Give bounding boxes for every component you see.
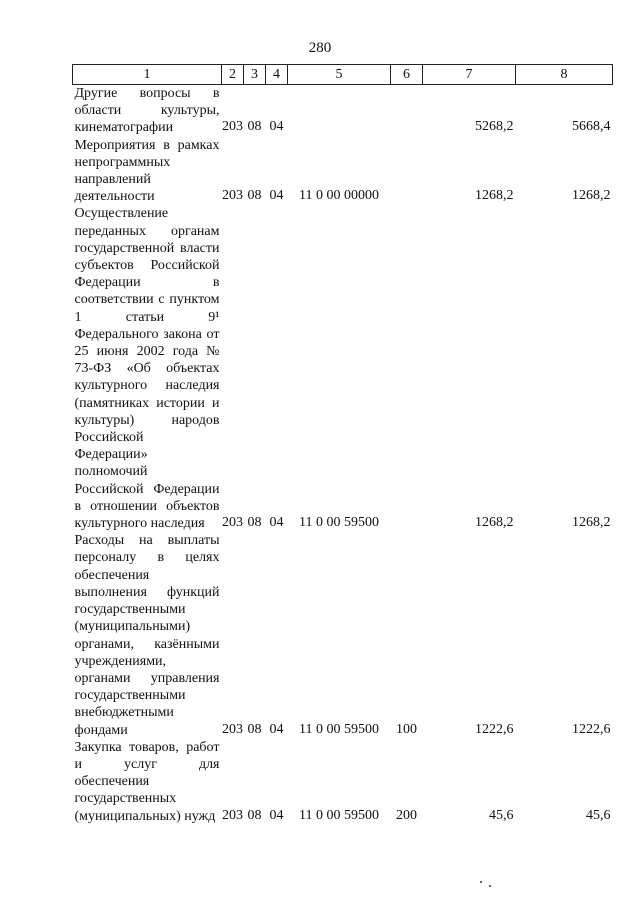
row-amount-year2: 45,6 — [586, 807, 611, 823]
row-expense-type: 100 — [396, 721, 417, 737]
scan-speck — [489, 885, 491, 887]
row-expense-type: 200 — [396, 807, 417, 823]
column-header-7: 7 — [423, 65, 516, 85]
row-amount-year2: 5668,4 — [572, 119, 611, 135]
row-subsection: 04 — [269, 721, 284, 737]
row-subsection: 04 — [269, 188, 284, 204]
row-name: Расходы на выплаты персоналу в целях обеспечения выполнения функций государственными (муниципальными) органами, казёнными учреждениями, органами управления государственными внебюджетными фондами — [74, 533, 220, 738]
row-target-article: 11 0 00 59500 — [299, 807, 379, 823]
column-header-1: 1 — [73, 65, 222, 85]
table-row — [73, 137, 613, 206]
table-row — [73, 85, 613, 137]
row-amount-year1: 45,6 — [489, 807, 514, 823]
row-section: 08 — [247, 119, 262, 135]
row-amount-year1: 1222,6 — [475, 721, 514, 737]
column-header-3: 3 — [244, 65, 266, 85]
row-target-article: 11 0 00 59500 — [299, 515, 379, 531]
row-subsection: 04 — [269, 807, 284, 823]
row-subsection: 04 — [269, 119, 284, 135]
row-section: 08 — [247, 515, 262, 531]
column-header-6: 6 — [391, 65, 423, 85]
row-amount-year1: 1268,2 — [475, 188, 514, 204]
row-admin-code: 203 — [222, 188, 243, 204]
row-amount-year2: 1268,2 — [572, 188, 611, 204]
table-row — [73, 532, 613, 738]
column-header-5: 5 — [288, 65, 391, 85]
scan-speck — [480, 881, 482, 883]
budget-table — [72, 64, 613, 825]
column-header-4: 4 — [266, 65, 288, 85]
column-header-8: 8 — [516, 65, 613, 85]
row-amount-year1: 5268,2 — [475, 119, 514, 135]
row-amount-year1: 1268,2 — [475, 515, 514, 531]
row-name: Мероприятия в рамках непрограммных направлений деятельности — [74, 137, 220, 205]
row-admin-code: 203 — [222, 807, 243, 823]
row-amount-year2: 1268,2 — [572, 515, 611, 531]
column-header-2: 2 — [222, 65, 244, 85]
row-name: Другие вопросы в области культуры, кинематографии — [74, 86, 220, 136]
row-name: Закупка товаров, работ и услуг для обеспечения государственных (муниципальных) нужд — [74, 739, 220, 824]
row-target-article — [288, 85, 391, 137]
row-target-article: 11 0 00 59500 — [299, 721, 379, 737]
row-expense-type — [391, 85, 423, 137]
table-row — [73, 739, 613, 825]
row-admin-code: 203 — [222, 515, 243, 531]
row-target-article: 11 0 00 00000 — [299, 188, 379, 204]
row-admin-code: 203 — [222, 119, 243, 135]
row-section: 08 — [247, 721, 262, 737]
page-number: 280 — [308, 40, 332, 56]
row-name: Осуществление переданных органам государственной власти субъектов Российской Федерации в соответствии с пунктом 1 статьи 9¹ Федерального закона от 25 июня 2002 года № 73-ФЗ «Об объектах культурного наследия (памятниках истории и культуры) народов Российской Федерации» полномочий Российской Федерации в отношении объектов культурного наследия — [74, 206, 220, 532]
table-row — [73, 205, 613, 532]
header-row — [73, 65, 613, 85]
row-expense-type — [391, 137, 423, 206]
row-admin-code: 203 — [222, 721, 243, 737]
row-expense-type — [391, 205, 423, 532]
row-section: 08 — [247, 188, 262, 204]
row-amount-year2: 1222,6 — [572, 721, 611, 737]
row-section: 08 — [247, 807, 262, 823]
row-subsection: 04 — [269, 515, 284, 531]
